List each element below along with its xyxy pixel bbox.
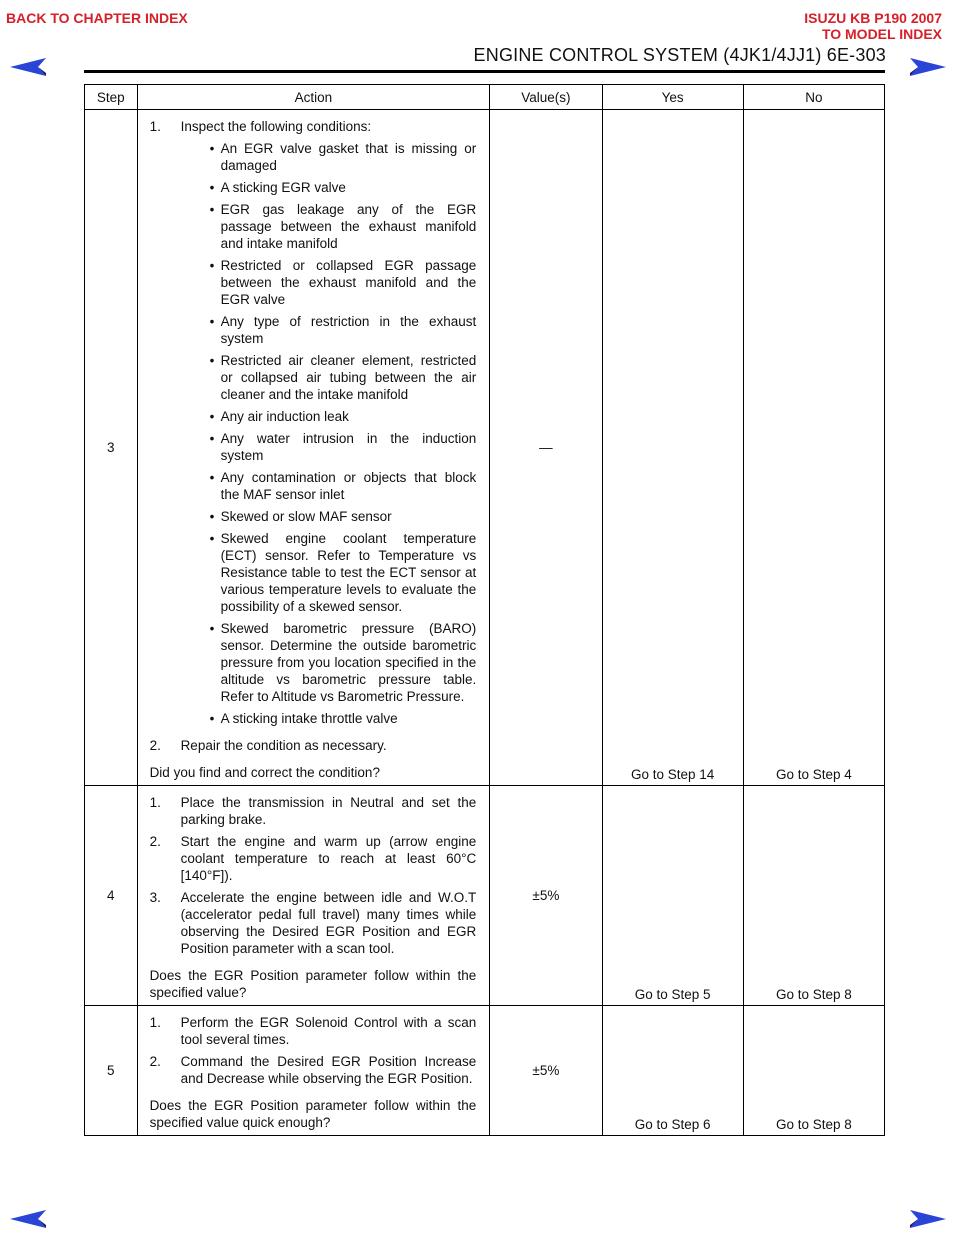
step-index: 1. — [149, 119, 161, 134]
step-index: 2. — [149, 1054, 161, 1069]
step-body — [181, 118, 477, 732]
header-step: Step — [85, 85, 138, 110]
next-page-arrow-icon[interactable] — [908, 56, 948, 78]
bullet-icon: • — [209, 258, 215, 273]
bullet-icon: • — [209, 314, 215, 329]
bullet-icon: • — [209, 531, 215, 546]
step-body — [181, 737, 477, 754]
bullet-icon: • — [209, 180, 215, 195]
condition-item — [210, 620, 477, 705]
table-row — [85, 110, 885, 786]
header-rule — [84, 70, 885, 73]
step-question: Does the EGR Position parameter follow within the specified value quick enough? — [149, 1098, 477, 1130]
step-text: Place the transmission in Neutral and set the parking brake. — [180, 795, 477, 827]
value-cell: — — [490, 110, 602, 786]
step-text: Repair the condition as necessary. — [180, 738, 387, 753]
action-step — [150, 794, 477, 828]
bullet-icon: • — [209, 409, 215, 424]
header-action: Action — [137, 85, 490, 110]
no-cell: Go to Step 8 — [743, 1006, 884, 1136]
value-cell: ±5% — [490, 786, 602, 1006]
step-number: 5 — [85, 1006, 138, 1136]
condition-text: Skewed or slow MAF sensor — [220, 509, 392, 524]
condition-list — [181, 140, 477, 727]
diagnostic-table — [84, 84, 885, 1136]
action-cell — [137, 1006, 490, 1136]
condition-text: Any contamination or objects that block the MAF sensor inlet — [220, 470, 477, 502]
step-number: 3 — [85, 110, 138, 786]
condition-item — [210, 352, 477, 403]
bullet-icon: • — [209, 509, 215, 524]
condition-text: A sticking EGR valve — [220, 180, 346, 195]
action-steps — [150, 794, 477, 957]
condition-item — [210, 408, 477, 425]
header-yes: Yes — [602, 85, 743, 110]
action-steps — [150, 1014, 477, 1087]
step-question: Did you find and correct the condition? — [149, 765, 380, 780]
step-index: 1. — [149, 795, 161, 810]
action-step — [150, 118, 477, 732]
step-index: 3. — [149, 890, 161, 905]
back-to-chapter-index-link[interactable]: BACK TO CHAPTER INDEX — [6, 10, 188, 26]
yes-cell: Go to Step 6 — [602, 1006, 743, 1136]
bullet-icon: • — [209, 202, 215, 217]
page-header-title: ENGINE CONTROL SYSTEM (4JK1/4JJ1) 6E-303 — [473, 45, 886, 65]
condition-text: Skewed barometric pressure (BARO) sensor. Determine the outside barometric pressure from you location specified in the altitude vs barometric pressure table. Refer to Altitude vs Barometric Pressure. — [220, 621, 477, 704]
condition-item — [210, 257, 477, 308]
action-step — [150, 833, 477, 884]
table-row — [85, 1006, 885, 1136]
condition-item — [210, 179, 477, 196]
step-index: 2. — [149, 738, 161, 753]
condition-text: EGR gas leakage any of the EGR passage between the exhaust manifold and intake manifold — [220, 202, 477, 251]
value-cell: ±5% — [490, 1006, 602, 1136]
step-text: Start the engine and warm up (arrow engine coolant temperature to reach at least 60°C [140°F]). — [180, 834, 477, 883]
action-steps — [150, 118, 477, 754]
condition-text: A sticking intake throttle valve — [220, 711, 398, 726]
step-text: Accelerate the engine between idle and W.O.T (accelerator pedal full travel) many times while observing the Desired EGR Position and EGR Position parameter with a scan tool. — [180, 890, 477, 956]
bullet-icon: • — [209, 141, 215, 156]
action-cell — [137, 786, 490, 1006]
condition-text: Any water intrusion in the induction system — [220, 431, 477, 463]
prev-page-arrow-icon[interactable] — [8, 56, 48, 78]
step-body — [181, 889, 477, 957]
condition-item — [210, 469, 477, 503]
model-nav-block — [804, 10, 942, 42]
to-model-index-link[interactable]: TO MODEL INDEX — [821, 26, 942, 42]
yes-cell: Go to Step 14 — [602, 110, 743, 786]
prev-page-arrow-icon[interactable] — [8, 1208, 48, 1230]
step-index: 2. — [149, 834, 161, 849]
condition-text: Restricted or collapsed EGR passage between the exhaust manifold and the EGR valve — [220, 258, 477, 307]
condition-item — [210, 201, 477, 252]
action-step — [150, 737, 477, 754]
step-body — [181, 1053, 477, 1087]
condition-text: Restricted air cleaner element, restricted or collapsed air tubing between the air cleaner and the intake manifold — [220, 353, 477, 402]
condition-item — [210, 430, 477, 464]
condition-item — [210, 313, 477, 347]
next-page-arrow-icon[interactable] — [908, 1208, 948, 1230]
condition-item — [210, 140, 477, 174]
no-cell: Go to Step 4 — [743, 110, 884, 786]
step-question: Does the EGR Position parameter follow within the specified value? — [149, 968, 477, 1000]
condition-text: Any air induction leak — [220, 409, 349, 424]
condition-text: Skewed engine coolant temperature (ECT) sensor. Refer to Temperature vs Resistance table to test the ECT sensor at various temperature levels to evaluate the possibility of a skewed sensor. — [220, 531, 477, 614]
step-number: 4 — [85, 786, 138, 1006]
action-step — [150, 889, 477, 957]
condition-item — [210, 508, 477, 525]
bullet-icon: • — [209, 621, 215, 636]
header-values: Value(s) — [490, 85, 602, 110]
header-no: No — [743, 85, 884, 110]
step-body — [181, 1014, 477, 1048]
action-step — [150, 1053, 477, 1087]
yes-cell: Go to Step 5 — [602, 786, 743, 1006]
step-body — [181, 794, 477, 828]
table-header-row — [85, 85, 885, 110]
condition-item — [210, 710, 477, 727]
step-index: 1. — [149, 1015, 161, 1030]
condition-item — [210, 530, 477, 615]
step-body — [181, 833, 477, 884]
model-title: ISUZU KB P190 2007 — [804, 10, 942, 26]
bullet-icon: • — [209, 470, 215, 485]
table-row — [85, 786, 885, 1006]
step-text: Command the Desired EGR Position Increase and Decrease while observing the EGR Position. — [180, 1054, 477, 1086]
action-cell — [137, 110, 490, 786]
step-text: Perform the EGR Solenoid Control with a scan tool several times. — [180, 1015, 477, 1047]
bullet-icon: • — [209, 353, 215, 368]
bullet-icon: • — [209, 431, 215, 446]
action-step — [150, 1014, 477, 1048]
step-text: Inspect the following conditions: — [180, 119, 372, 134]
condition-text: An EGR valve gasket that is missing or damaged — [220, 141, 477, 173]
no-cell: Go to Step 8 — [743, 786, 884, 1006]
bullet-icon: • — [209, 711, 215, 726]
condition-text: Any type of restriction in the exhaust system — [220, 314, 477, 346]
